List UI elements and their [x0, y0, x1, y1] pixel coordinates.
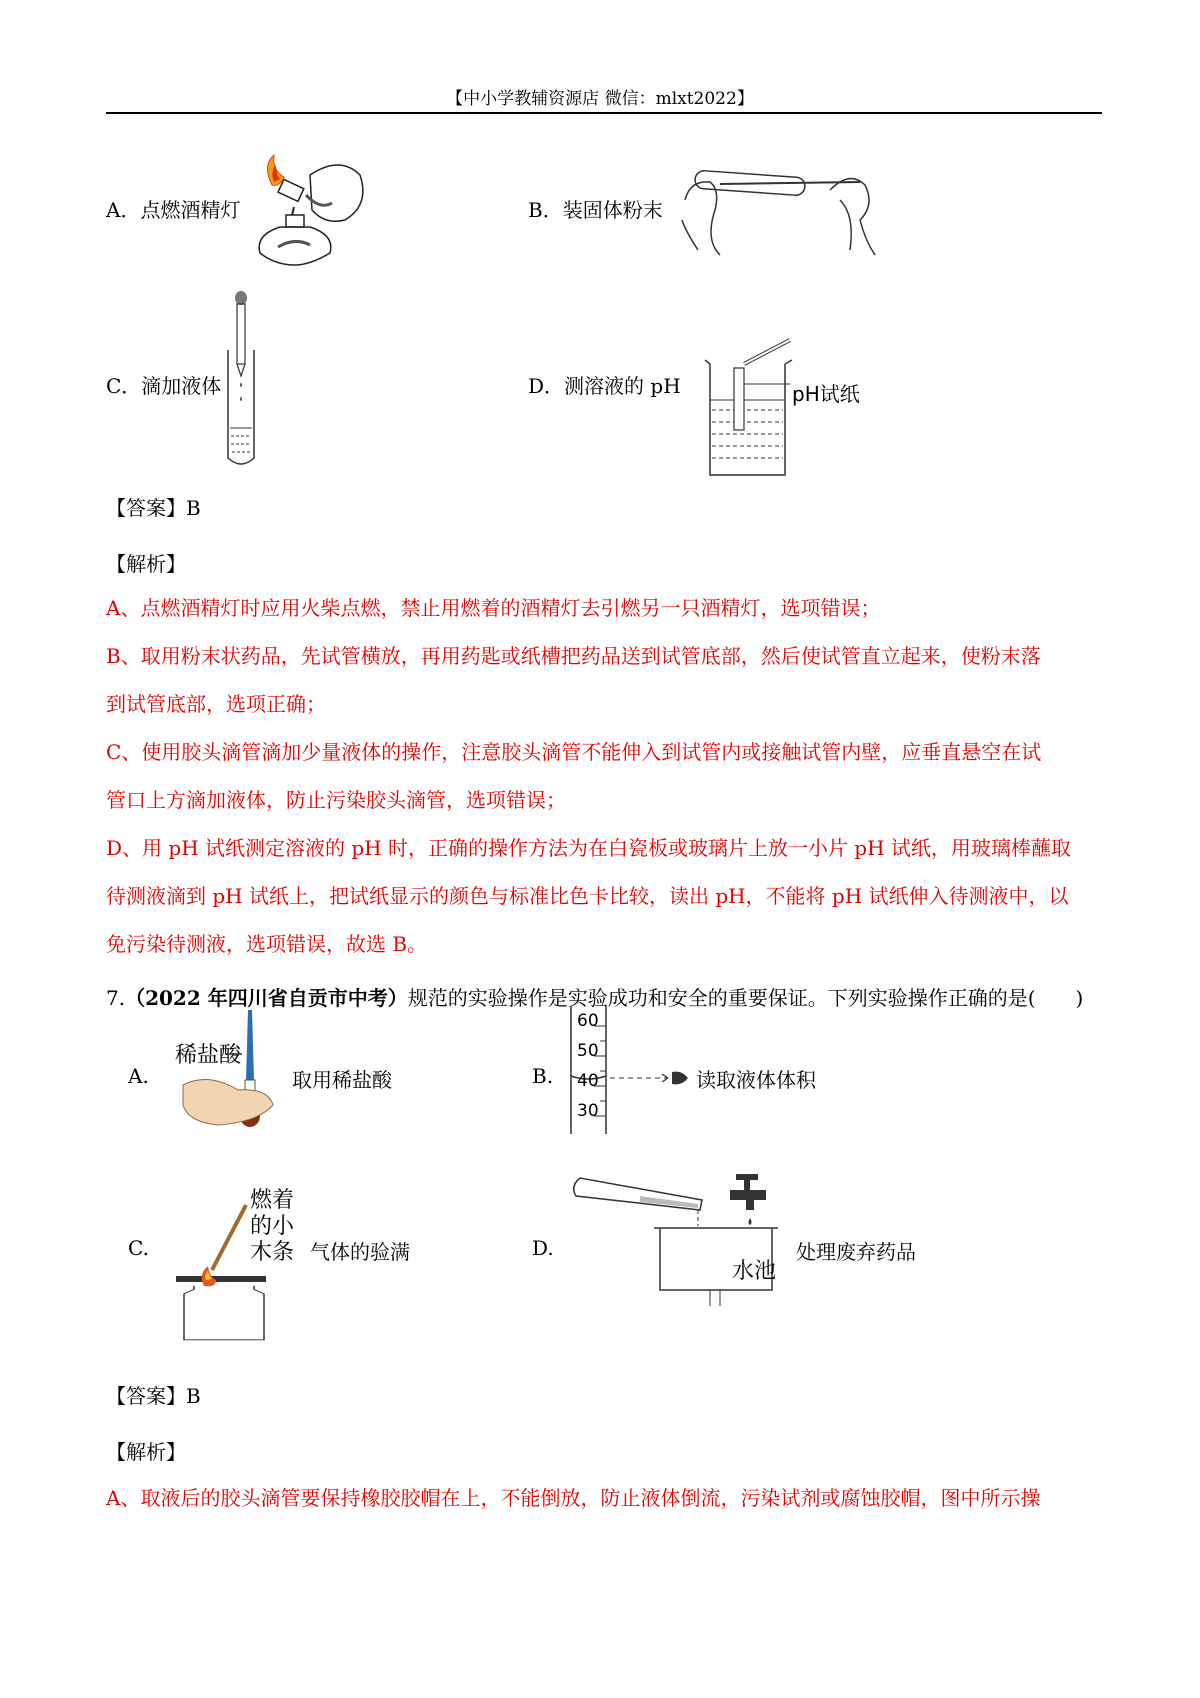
sink-label: 水池 — [732, 1259, 777, 1284]
sink-disposal-figure — [570, 1166, 780, 1316]
q7-option-a-letter: A. — [128, 1064, 149, 1088]
q6-analysis-line: 管口上方滴加液体，防止污染胶头滴管，选项错误； — [106, 788, 566, 812]
q6-option-b: B．装固体粉末 — [528, 198, 663, 222]
q6-analysis-line: A、点燃酒精灯时应用火柴点燃，禁止用燃着的酒精灯去引燃另一只酒精灯，选项错误； — [106, 596, 881, 620]
q7-option-c-letter: C. — [128, 1236, 149, 1260]
q7-source: （2022 年四川省自贡市中考） — [125, 986, 408, 1010]
q6-analysis-line: B、取用粉末状药品，先试管横放，再用药匙或纸槽把药品送到试管底部，然后使试管直立起来，使粉末落 — [106, 644, 1041, 668]
q7-stem-text: 规范的实验操作是实验成功和安全的重要保证。下列实验操作正确的是( ) — [407, 986, 1084, 1010]
q6-option-c: C．滴加液体 — [106, 374, 222, 398]
q7-a-figure-label: 稀盐酸 — [175, 1043, 242, 1068]
cylinder-tick-label: 40 — [577, 1071, 599, 1091]
q6-analysis-line: D、用 pH 试纸测定溶液的 pH 时，正确的操作方法为在白瓷板或玻璃片上放一小片 pH 试纸，用玻璃棒蘸取 — [106, 836, 1071, 860]
q6-analysis-title: 【解析】 — [106, 552, 186, 576]
q7-analysis-line: A、取液后的胶头滴管要保持橡胶胶帽在上，不能倒放，防止液体倒流，污染试剂或腐蚀胶帽，图中所示操 — [106, 1486, 1041, 1510]
q6-analysis-line: 到试管底部，选项正确； — [106, 692, 326, 716]
cylinder-tick-label: 50 — [577, 1041, 599, 1061]
q7-number: 7. — [106, 986, 126, 1010]
lit-splint-label-line: 燃着 — [250, 1188, 295, 1213]
powder-loading-figure — [680, 160, 890, 260]
q6-option-d: D．测溶液的 pH — [528, 374, 681, 398]
q7-option-a-text: 取用稀盐酸 — [292, 1068, 392, 1092]
header-rule — [106, 112, 1102, 114]
q7-answer: 【答案】B — [106, 1384, 201, 1408]
q7-analysis-title: 【解析】 — [106, 1440, 186, 1464]
lit-splint-label-line: 木条 — [250, 1240, 295, 1265]
q6-answer: 【答案】B — [106, 496, 201, 520]
q7-option-c-text: 气体的验满 — [310, 1240, 410, 1264]
q6-analysis-line: 待测液滴到 pH 试纸上，把试纸显示的颜色与标准比色卡比较，读出 pH，不能将 pH 试纸伸入待测液中，以 — [106, 884, 1069, 908]
q6-analysis-line: 免污染待测液，选项错误，故选 B。 — [106, 932, 428, 956]
q7-option-d-text: 处理废弃药品 — [796, 1240, 916, 1264]
hcl-dropper-figure — [178, 1010, 288, 1130]
ph-paper-label: pH试纸 — [792, 382, 860, 406]
lit-splint-label — [250, 1188, 294, 1266]
q7-option-b-letter: B. — [532, 1064, 554, 1088]
q7-option-b-text: 读取液体体积 — [696, 1068, 816, 1092]
alcohol-lamp-figure — [250, 155, 380, 285]
q6-analysis-line: C、使用胶头滴管滴加少量液体的操作，注意胶头滴管不能伸入到试管内或接触试管内壁，应垂直悬空在试 — [106, 740, 1042, 764]
cylinder-tick-label: 60 — [577, 1011, 599, 1031]
dropper-tube-figure — [222, 290, 262, 470]
ph-beaker-figure — [700, 340, 870, 480]
q7-option-d-letter: D. — [532, 1236, 554, 1260]
page-header: 【中小学教辅资源店 微信：mlxt2022】 — [446, 89, 754, 109]
cylinder-tick-label: 30 — [577, 1101, 599, 1121]
q6-option-a: A．点燃酒精灯 — [106, 198, 241, 222]
lit-splint-label-line: 的小 — [250, 1214, 295, 1239]
